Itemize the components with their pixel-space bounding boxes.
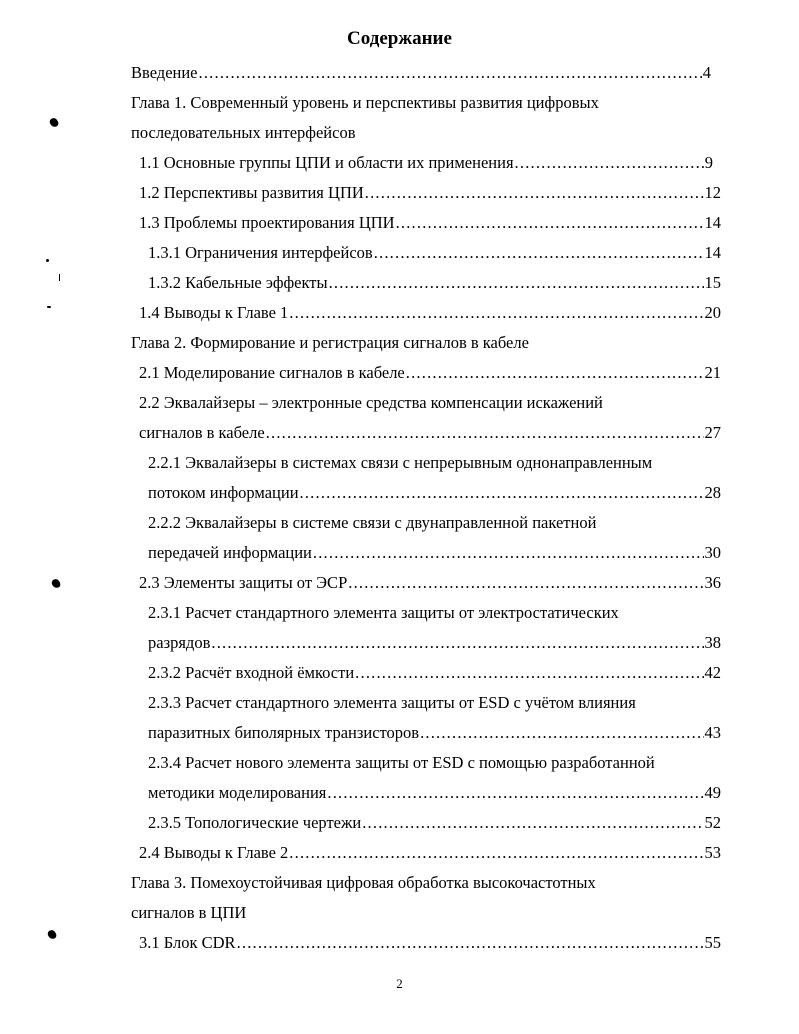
toc-entry-text: 2.3.5 Топологические чертежи — [148, 813, 362, 832]
dot-leader — [355, 661, 703, 685]
toc-entry-text: Глава 2. Формирование и регистрация сигналов в кабеле — [131, 333, 529, 352]
toc-entry-section — [139, 931, 721, 955]
toc-entry-text: Глава 1. Современный уровень и перспективы развития цифровых — [131, 93, 599, 112]
toc-entry-text: 2.2.1 Эквалайзеры в системах связи с непрерывным однонаправленным — [148, 453, 653, 472]
dot-leader — [348, 571, 703, 595]
dot-leader — [374, 241, 704, 265]
toc-entry-text: Глава 3. Помехоустойчивая цифровая обработка высокочастотных — [131, 873, 596, 892]
scan-speck — [59, 274, 60, 281]
toc-entry-subsection — [148, 691, 636, 715]
toc-entry-section — [139, 211, 721, 235]
dot-leader — [365, 181, 704, 205]
toc-entry-page: 55 — [704, 933, 721, 952]
toc-entry-section — [139, 181, 721, 205]
toc-chapter-heading — [131, 871, 596, 895]
toc-entry-text: 2.3.3 Расчет стандартного элемента защиты от ESD с учётом влияния — [148, 693, 636, 712]
toc-entry-section — [139, 391, 603, 415]
toc-entry-page: 38 — [704, 633, 721, 652]
toc-chapter-heading — [131, 331, 529, 355]
toc-entry-page: 42 — [704, 663, 721, 682]
toc-entry-page: 14 — [704, 243, 721, 262]
toc-entry-page: 53 — [704, 843, 721, 862]
toc-entry-page: 20 — [704, 303, 721, 322]
toc-entry-page: 28 — [704, 483, 721, 502]
dot-leader — [289, 841, 703, 865]
dot-leader — [313, 541, 704, 565]
toc-entry-text: потоком информации — [148, 483, 299, 502]
toc-entry-page: 21 — [704, 363, 721, 382]
toc-chapter-heading — [131, 91, 599, 115]
toc-entry-section — [139, 361, 721, 385]
toc-entry-page: 30 — [704, 543, 721, 562]
toc-entry-text: 1.3 Проблемы проектирования ЦПИ — [139, 213, 395, 232]
toc-entry-introduction — [131, 61, 711, 85]
toc-entry-page: 27 — [704, 423, 721, 442]
toc-entry-text: разрядов — [148, 633, 211, 652]
toc-entry-text: 2.3.4 Расчет нового элемента защиты от ESD с помощью разработанной — [148, 753, 655, 772]
toc-entry-page: 15 — [704, 273, 721, 292]
toc-entry-subsection — [148, 451, 652, 475]
toc-entry-text: последовательных интерфейсов — [131, 123, 356, 142]
toc-entry-section-continued — [139, 421, 721, 445]
toc-entry-text: сигналов в кабеле — [139, 423, 265, 442]
toc-entry-text: 1.3.1 Ограничения интерфейсов — [148, 243, 373, 262]
toc-chapter-heading-continued — [131, 121, 356, 145]
toc-entry-page: 14 — [704, 213, 721, 232]
dot-leader — [266, 421, 704, 445]
toc-entry-subsection-continued — [148, 781, 721, 805]
toc-entry-text: паразитных биполярных транзисторов — [148, 723, 420, 742]
toc-entry-section — [139, 841, 721, 865]
dot-leader — [237, 931, 704, 955]
toc-entry-page: 12 — [704, 183, 721, 202]
toc-entry-text: 1.1 Основные группы ЦПИ и области их применения — [139, 153, 514, 172]
toc-entry-text: 1.4 Выводы к Главе 1 — [139, 303, 289, 322]
toc-entry-subsection — [148, 511, 596, 535]
toc-entry-page: 52 — [704, 813, 721, 832]
dot-leader — [199, 61, 702, 85]
dot-leader — [327, 781, 703, 805]
toc-entry-subsection-continued — [148, 631, 721, 655]
toc-entry-text: Введение — [131, 63, 198, 82]
toc-entry-text: сигналов в ЦПИ — [131, 903, 247, 922]
toc-entry-subsection-continued — [148, 541, 721, 565]
toc-entry-text: 3.1 Блок CDR — [139, 933, 236, 952]
page-number: 2 — [396, 976, 403, 991]
toc-entry-page: 36 — [704, 573, 721, 592]
dot-leader — [420, 721, 703, 745]
toc-entry-text: 2.2 Эквалайзеры – электронные средства компенсации искажений — [139, 393, 603, 412]
toc-entry-text: методики моделирования — [148, 783, 327, 802]
dot-leader — [300, 481, 704, 505]
toc-entry-subsection — [148, 241, 721, 265]
dot-leader — [211, 631, 703, 655]
toc-entry-page: 4 — [702, 63, 711, 82]
scan-speck — [46, 259, 49, 262]
toc-entry-subsection-continued — [148, 721, 721, 745]
toc-entry-text: 2.3.1 Расчет стандартного элемента защиты от электростатических — [148, 603, 619, 622]
page-title: Содержание — [347, 28, 452, 49]
toc-entry-text: передачей информации — [148, 543, 312, 562]
toc-entry-text: 1.2 Перспективы развития ЦПИ — [139, 183, 364, 202]
toc-entry-subsection-continued — [148, 481, 721, 505]
scan-speck — [47, 306, 51, 308]
toc-entry-text: 2.3 Элементы защиты от ЭСР — [139, 573, 348, 592]
toc-entry-page: 49 — [704, 783, 721, 802]
toc-entry-subsection — [148, 601, 619, 625]
toc-entry-text: 1.3.2 Кабельные эффекты — [148, 273, 328, 292]
toc-entry-subsection — [148, 661, 721, 685]
dot-leader — [406, 361, 704, 385]
toc-entry-subsection — [148, 271, 721, 295]
toc-entry-text: 2.1 Моделирование сигналов в кабеле — [139, 363, 405, 382]
toc-chapter-heading-continued — [131, 901, 246, 925]
toc-entry-section — [139, 571, 721, 595]
toc-entry-page: 43 — [704, 723, 721, 742]
toc-entry-section — [139, 301, 721, 325]
toc-entry-subsection — [148, 811, 721, 835]
toc-entry-text: 2.4 Выводы к Главе 2 — [139, 843, 289, 862]
dot-leader — [362, 811, 703, 835]
toc-entry-text: 2.3.2 Расчёт входной ёмкости — [148, 663, 355, 682]
dot-leader — [396, 211, 704, 235]
toc-entry-page: 9 — [704, 153, 713, 172]
dot-leader — [289, 301, 703, 325]
dot-leader — [329, 271, 704, 295]
dot-leader — [515, 151, 704, 175]
toc-entry-subsection — [148, 751, 655, 775]
toc-entry-text: 2.2.2 Эквалайзеры в системе связи с двунаправленной пакетной — [148, 513, 597, 532]
toc-entry-section — [139, 151, 713, 175]
